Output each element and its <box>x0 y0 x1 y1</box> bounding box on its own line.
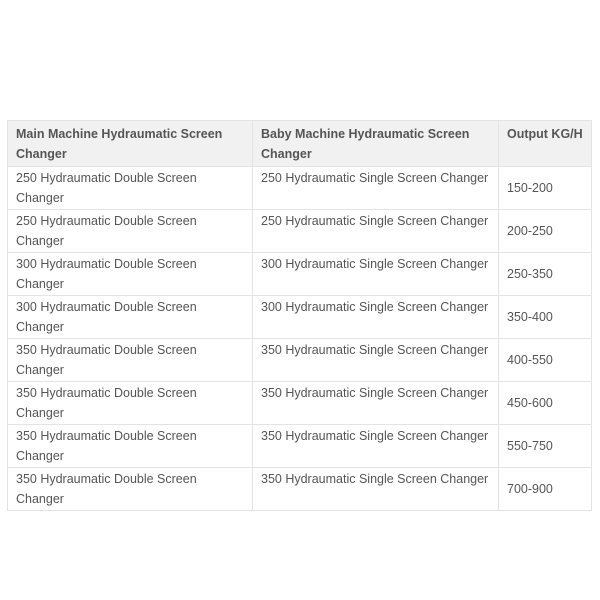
cell-main-machine: 300 Hydraumatic Double Screen Changer <box>8 253 253 296</box>
header-baby-machine: Baby Machine Hydraumatic Screen Changer <box>253 121 499 167</box>
table-row <box>8 253 592 296</box>
cell-output: 150-200 <box>499 167 592 210</box>
cell-main-machine: 250 Hydraumatic Double Screen Changer <box>8 167 253 210</box>
cell-main-machine: 350 Hydraumatic Double Screen Changer <box>8 425 253 468</box>
table-row <box>8 339 592 382</box>
cell-main-machine: 300 Hydraumatic Double Screen Changer <box>8 296 253 339</box>
table-row <box>8 425 592 468</box>
table-row <box>8 210 592 253</box>
cell-baby-machine: 350 Hydraumatic Single Screen Changer <box>253 339 499 382</box>
cell-output: 450-600 <box>499 382 592 425</box>
cell-output: 400-550 <box>499 339 592 382</box>
table-row <box>8 382 592 425</box>
cell-main-machine: 350 Hydraumatic Double Screen Changer <box>8 339 253 382</box>
screen-changer-spec-table <box>7 120 592 511</box>
cell-main-machine: 350 Hydraumatic Double Screen Changer <box>8 382 253 425</box>
cell-baby-machine: 300 Hydraumatic Single Screen Changer <box>253 296 499 339</box>
table-row <box>8 296 592 339</box>
table-row <box>8 468 592 511</box>
header-output: Output KG/H <box>499 121 592 167</box>
cell-main-machine: 250 Hydraumatic Double Screen Changer <box>8 210 253 253</box>
header-main-machine: Main Machine Hydraumatic Screen Changer <box>8 121 253 167</box>
cell-baby-machine: 250 Hydraumatic Single Screen Changer <box>253 167 499 210</box>
cell-baby-machine: 350 Hydraumatic Single Screen Changer <box>253 468 499 511</box>
cell-output: 250-350 <box>499 253 592 296</box>
cell-output: 200-250 <box>499 210 592 253</box>
table-row <box>8 167 592 210</box>
cell-output: 350-400 <box>499 296 592 339</box>
cell-baby-machine: 250 Hydraumatic Single Screen Changer <box>253 210 499 253</box>
cell-output: 550-750 <box>499 425 592 468</box>
cell-main-machine: 350 Hydraumatic Double Screen Changer <box>8 468 253 511</box>
cell-output: 700-900 <box>499 468 592 511</box>
table-header-row <box>8 121 592 167</box>
cell-baby-machine: 300 Hydraumatic Single Screen Changer <box>253 253 499 296</box>
cell-baby-machine: 350 Hydraumatic Single Screen Changer <box>253 425 499 468</box>
cell-baby-machine: 350 Hydraumatic Single Screen Changer <box>253 382 499 425</box>
